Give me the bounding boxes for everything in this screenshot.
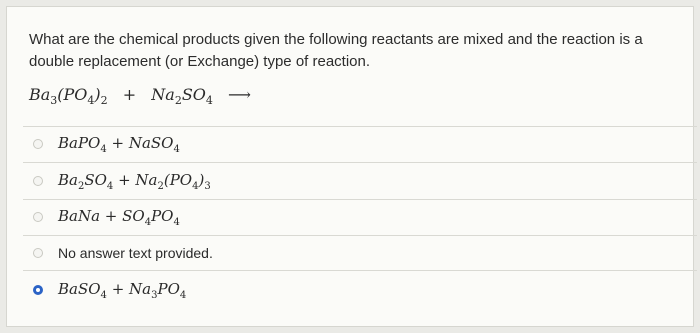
divider [23, 235, 697, 236]
question-text: What are the chemical products given the following reactants are mixed and the reaction is a double replacement (or Exchange) type of reaction. [29, 31, 643, 70]
reactant-1: $Ba_3(PO_4)_2$ [29, 85, 108, 108]
divider [23, 199, 697, 200]
option-label: BaNa + $SO_4PO_4$ [58, 206, 180, 228]
divider [23, 126, 697, 127]
reaction-arrow-icon: ⟶ [227, 85, 251, 104]
reactant-2: $Na_2SO_4$ [151, 85, 213, 108]
plus-sign: + [122, 85, 137, 104]
option-label: $Ba_2SO_4 + Na_2(PO_4)_3$ [58, 170, 211, 192]
option-label: BaPO$_4$ + NaSO$_4$ [58, 133, 180, 155]
radio-button[interactable] [33, 212, 43, 222]
option-label: No answer text provided. [58, 245, 213, 261]
divider [23, 162, 697, 163]
radio-button-selected[interactable] [33, 285, 43, 295]
option-label: BaSO$_4$ + $Na_3PO_4$ [58, 279, 187, 301]
reaction-equation [29, 85, 251, 107]
radio-button[interactable] [33, 176, 43, 186]
radio-button[interactable] [33, 139, 43, 149]
question-card [6, 6, 694, 327]
divider [23, 270, 697, 271]
answer-option-1[interactable] [33, 133, 180, 155]
answer-option-5[interactable] [33, 279, 186, 301]
answer-option-3[interactable] [33, 206, 180, 228]
answer-option-4[interactable] [33, 242, 213, 264]
radio-button[interactable] [33, 248, 43, 258]
answer-option-2[interactable] [33, 170, 211, 192]
